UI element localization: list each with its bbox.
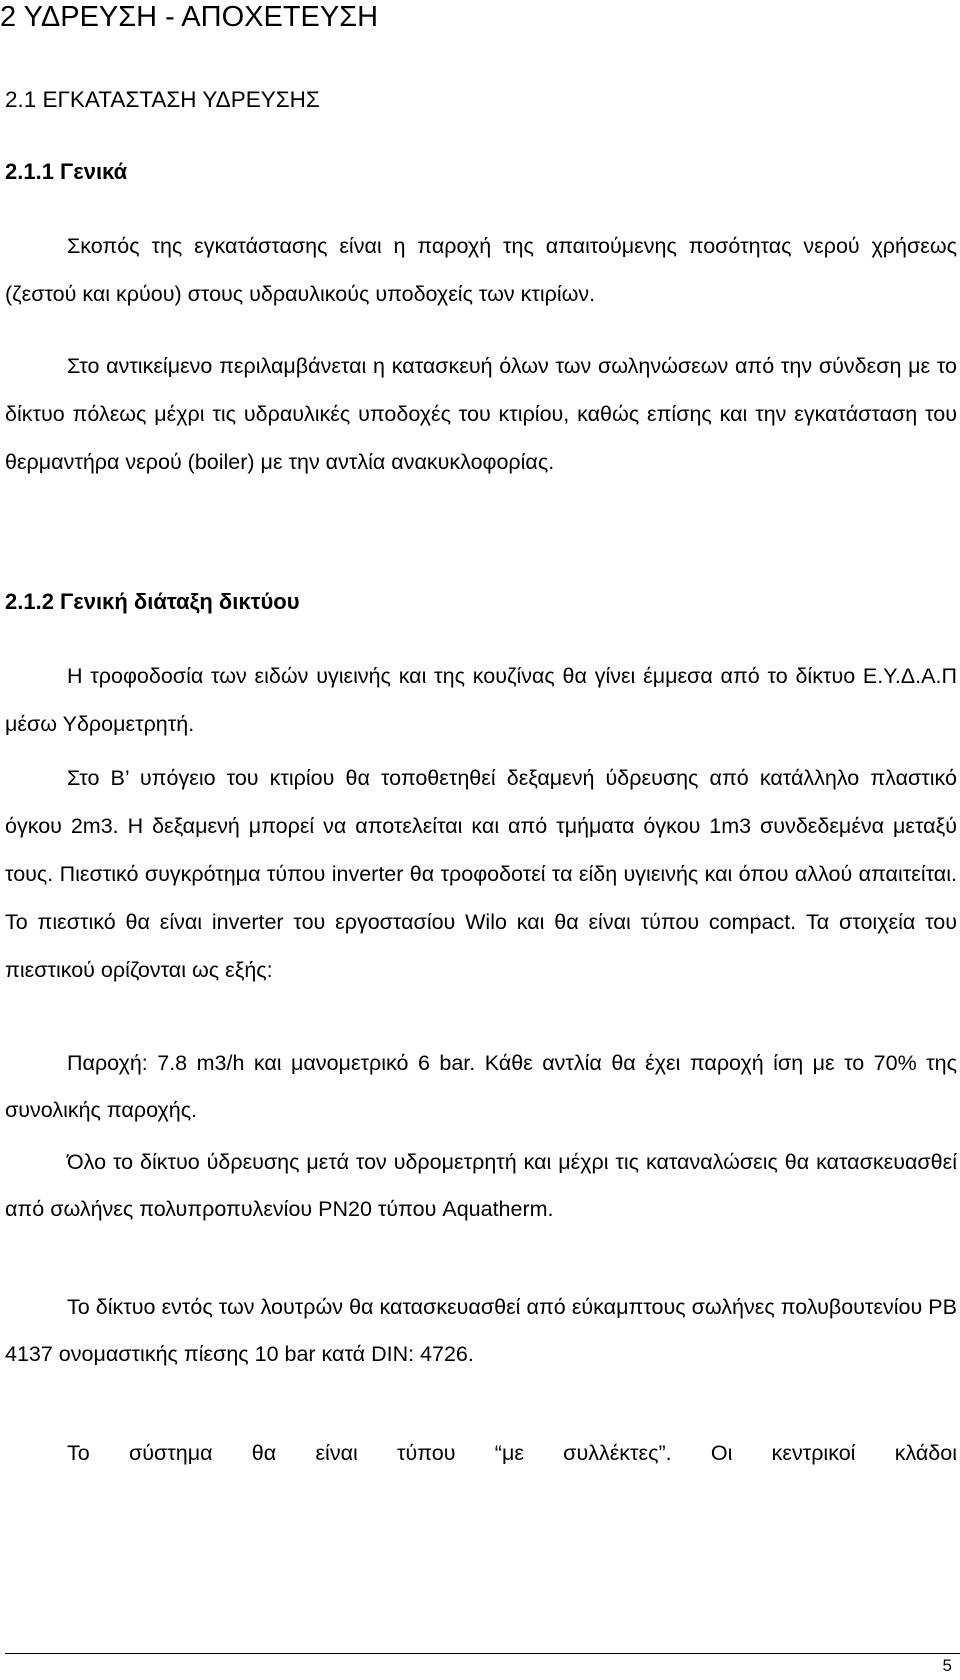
paragraph-network-pipes-text: Όλο το δίκτυο ύδρευσης μετά τον υδρομετρητή και μέχρι τις καταναλώσεις θα κατασκευασθεί από σωλήνες πολυπροπυλενίου PN20 τύπου Aquatherm.: [5, 1150, 957, 1221]
paragraph-tank: [5, 754, 957, 994]
heading-section: 2.1 ΕΓΚΑΤΑΣΤΑΣΗ ΥΔΡΕΥΣΗΣ: [5, 87, 320, 112]
paragraph-system: [5, 1430, 957, 1477]
paragraph-scope-text: Στο αντικείμενο περιλαμβάνεται η κατασκευή όλων των σωληνώσεων από την σύνδεση με το δίκτυο πόλεως μέχρι τις υδραυλικές υποδοχές του κτιρίου, καθώς επίσης και την εγκατάσταση του θερμαντήρα νερού (boiler) με την αντλία ανακυκλοφορίας.: [5, 354, 957, 474]
paragraph-bathroom-pipes-text: Το δίκτυο εντός των λουτρών θα κατασκευασθεί από εύκαμπτους σωλήνες πολυβουτενίου PB 4137 ονομαστικής πίεσης 10 bar κατά DIN: 4726.: [5, 1295, 957, 1366]
paragraph-purpose: [5, 222, 957, 318]
heading-subsection-network: 2.1.2 Γενική διάταξη δικτύου: [5, 589, 300, 614]
paragraph-flow-text: Παροχή: 7.8 m3/h και μανομετρικό 6 bar. Κάθε αντλία θα έχει παροχή ίση με το 70% της συνολικής παροχής.: [5, 1051, 957, 1122]
paragraph-tank-text: Στο Β’ υπόγειο του κτιρίου θα τοποθετηθεί δεξαμενή ύδρευσης από κατάλληλο πλαστικό όγκου 2m3. Η δεξαμενή μπορεί να αποτελείται και από τμήματα όγκου 1m3 συνδεδεμένα μεταξύ τους. Πιεστικό συγκρότημα τύπου inverter θα τροφοδοτεί τα είδη υγιεινής και όπου αλλού απαιτείται. Το πιεστικό θα είναι inverter του εργοστασίου Wilo και θα είναι τύπου compact. Τα στοιχεία του πιεστικού ορίζονται ως εξής:: [5, 766, 957, 982]
paragraph-scope: [5, 342, 957, 486]
paragraph-supply-text: Η τροφοδοσία των ειδών υγιεινής και της κουζίνας θα γίνει έμμεσα από το δίκτυο Ε.Υ.Δ.Α.Π μέσω Υδρομετρητή.: [5, 664, 957, 736]
paragraph-bathroom-pipes: [5, 1284, 957, 1378]
paragraph-purpose-text: Σκοπός της εγκατάστασης είναι η παροχή της απαιτούμενης ποσότητας νερού χρήσεως (ζεστού και κρύου) στους υδραυλικούς υποδοχείς των κτιρίων.: [5, 234, 957, 306]
paragraph-flow: [5, 1040, 957, 1134]
paragraph-system-text: Το σύστημα θα είναι τύπου “με συλλέκτες”. Οι κεντρικοί κλάδοι: [67, 1441, 957, 1465]
footer-rule: [5, 1653, 960, 1654]
heading-subsection-general: 2.1.1 Γενικά: [5, 159, 128, 184]
heading-main: 2 ΥΔΡΕΥΣΗ - ΑΠΟΧΕΤΕΥΣΗ: [0, 1, 379, 33]
paragraph-network-pipes: [5, 1139, 957, 1233]
page-number: 5: [942, 1656, 952, 1675]
paragraph-supply: [5, 652, 957, 748]
